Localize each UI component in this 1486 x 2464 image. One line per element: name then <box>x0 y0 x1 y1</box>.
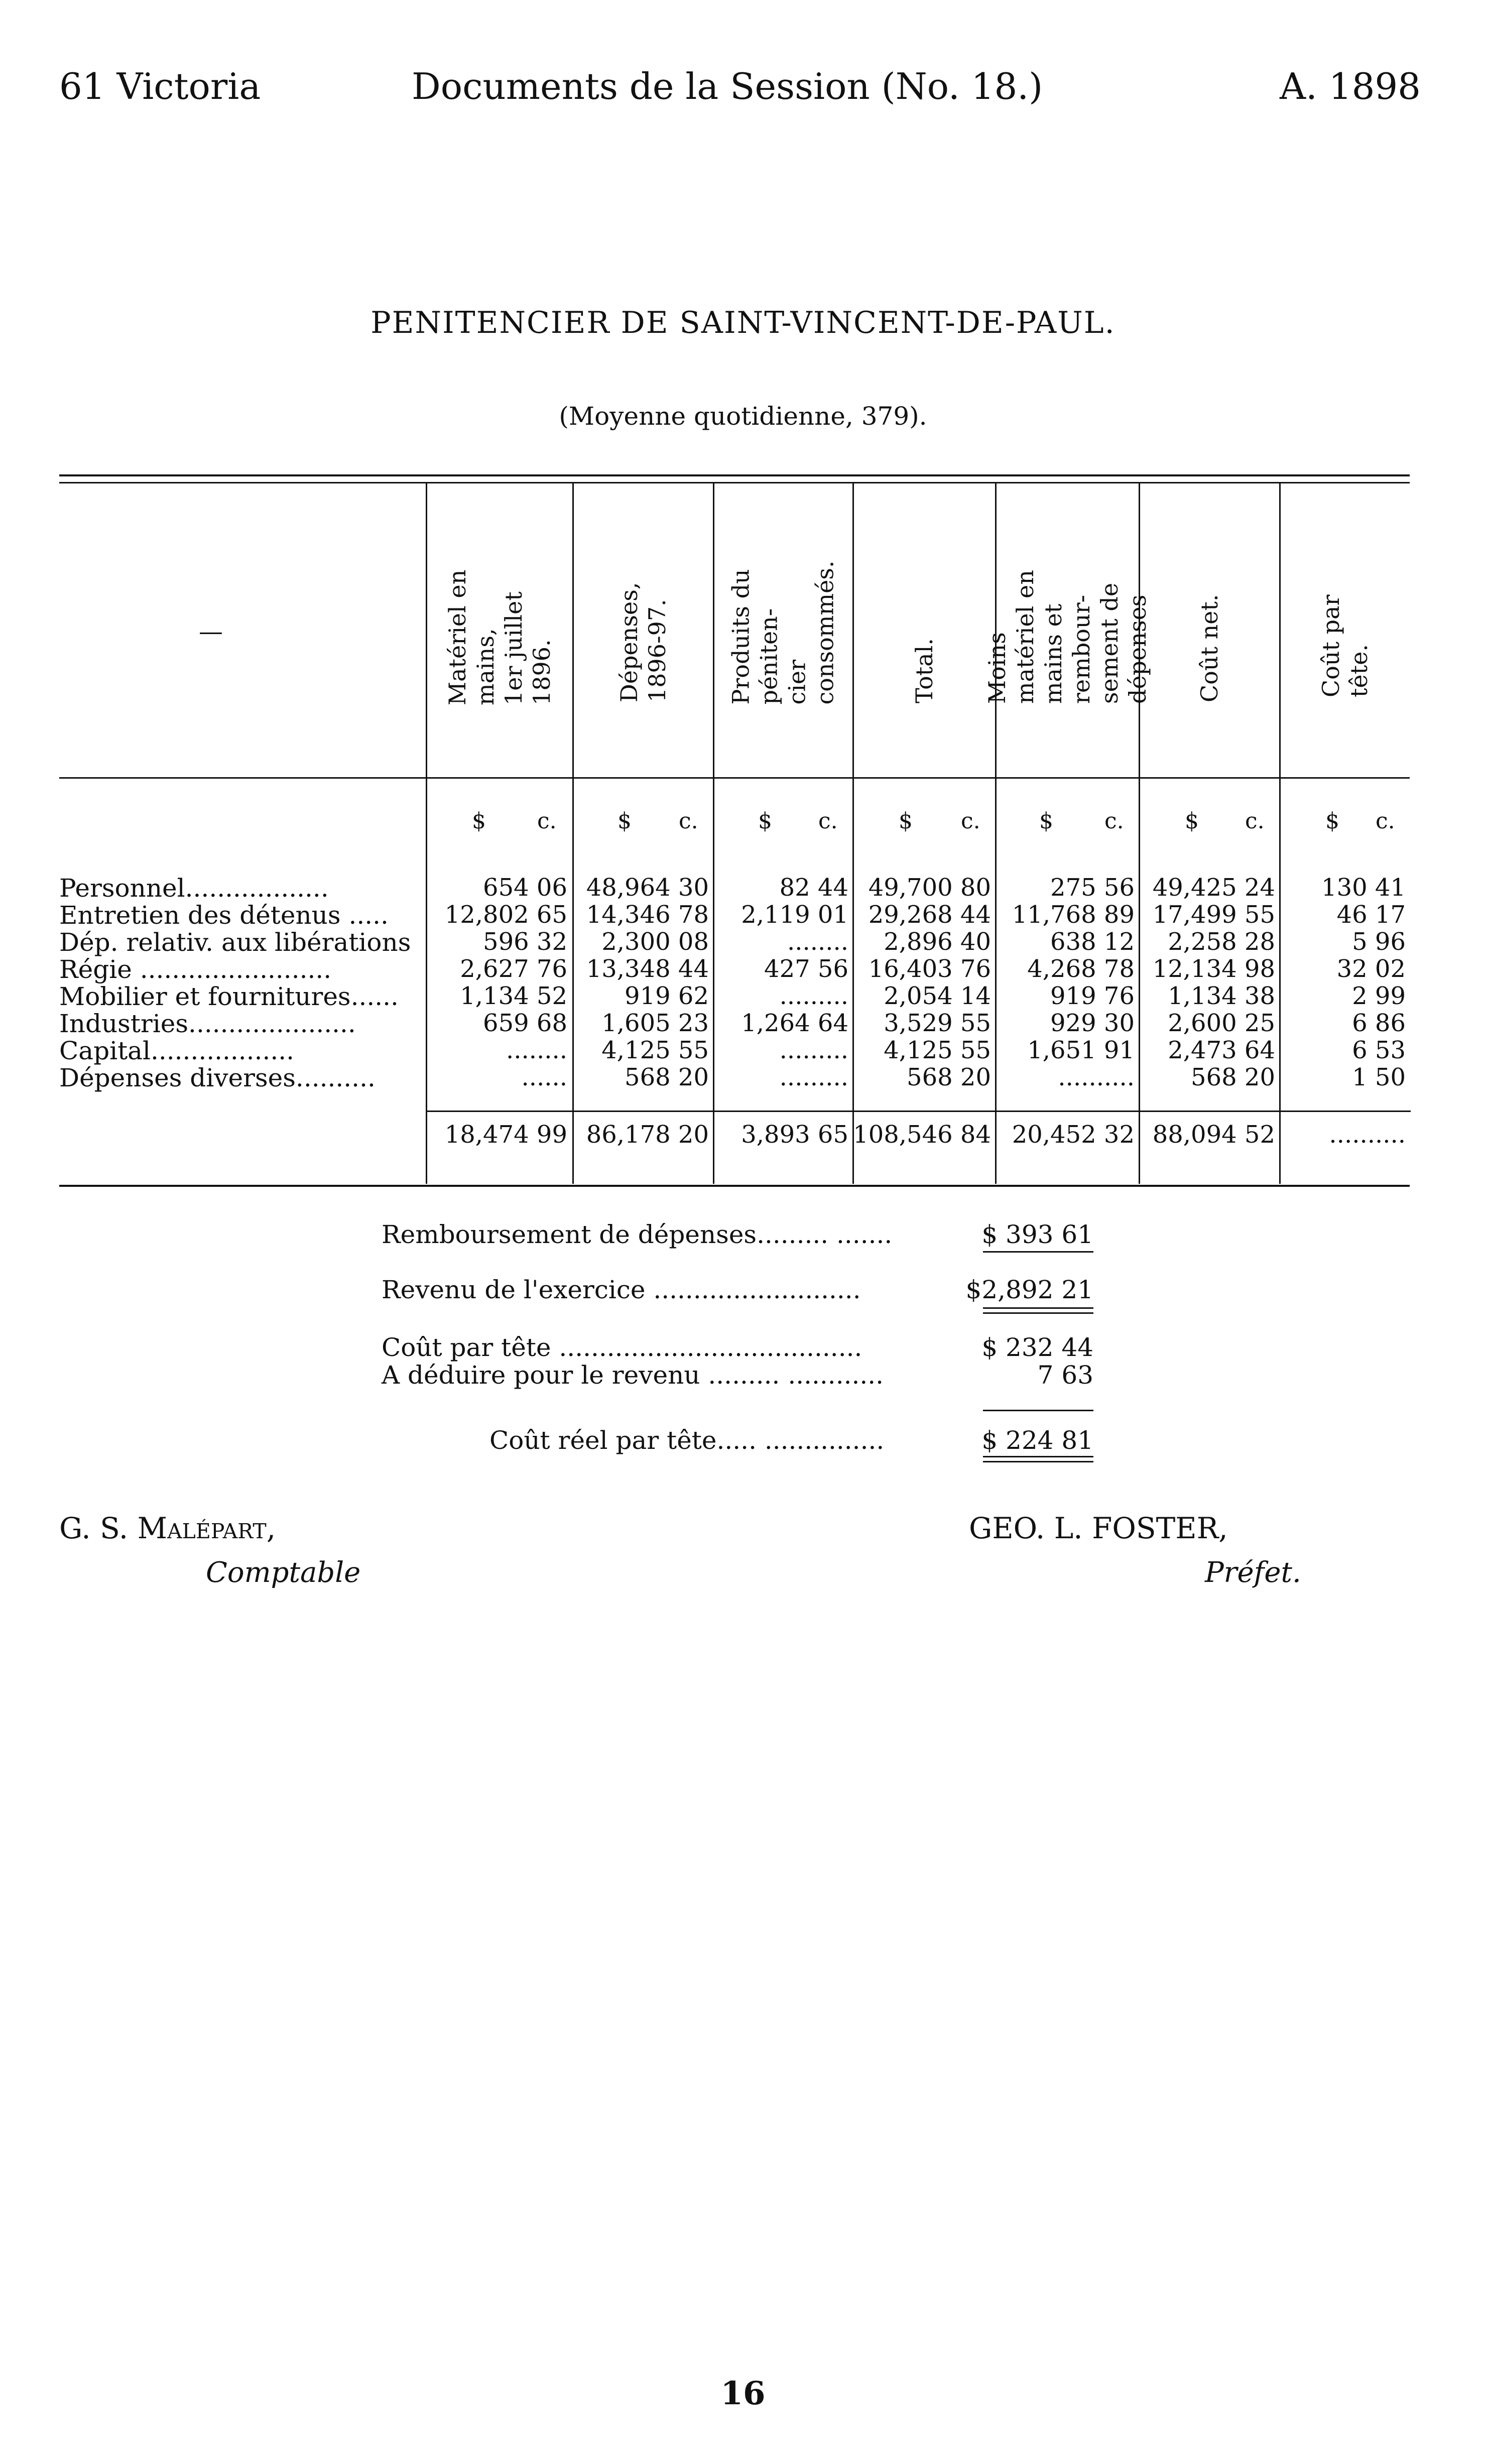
table-cell: 13,348 44 <box>586 955 709 983</box>
currency-dollar: $ <box>758 808 772 834</box>
table-cell: ......... <box>779 1063 848 1091</box>
table-total-cell: 18,474 99 <box>444 1121 567 1149</box>
summary-value: $ 232 44 <box>981 1333 1093 1362</box>
summary-label: Coût par tête ...................................... <box>382 1333 862 1362</box>
table-cell: 2,054 14 <box>884 982 991 1010</box>
table-cell: 2,473 64 <box>1168 1036 1275 1064</box>
table-cell: ........ <box>506 1036 567 1064</box>
table-cell: 82 44 <box>779 874 848 902</box>
summary-label: A déduire pour le revenu ......... ............ <box>382 1361 884 1390</box>
table-cell: 4,125 55 <box>884 1036 991 1064</box>
table-cell: 3,529 55 <box>884 1009 991 1037</box>
currency-dollar: $ <box>1325 808 1339 834</box>
column-header-moins: Moins matériel en mains et rembour- sement de dépenses <box>983 570 1151 704</box>
table-cell: 32 02 <box>1336 955 1406 983</box>
currency-cents: c. <box>1104 808 1124 834</box>
summary-value: $ 224 81 <box>981 1426 1093 1455</box>
table-total-cell: 86,178 20 <box>586 1121 709 1149</box>
currency-cents: c. <box>537 808 557 834</box>
table-cell: 2,627 76 <box>460 955 567 983</box>
currency-dollar: $ <box>899 808 913 834</box>
table-cell: 596 32 <box>483 928 567 956</box>
table-top-rule-2 <box>59 482 1410 483</box>
table-row-label: Industries..................... <box>59 1009 356 1038</box>
document-title: PENITENCIER DE SAINT-VINCENT-DE-PAUL. <box>370 305 1116 340</box>
currency-cents: c. <box>1376 808 1395 834</box>
currency-cents: c. <box>1245 808 1265 834</box>
table-cell: 17,499 55 <box>1152 901 1275 929</box>
table-cell: 427 56 <box>764 955 848 983</box>
signature-left-name: G. S. Malépart, <box>59 1511 276 1545</box>
table-cell: 2,896 40 <box>884 928 991 956</box>
table-row-label: Dépenses diverses.......... <box>59 1063 376 1092</box>
table-total-cell: 3,893 65 <box>741 1121 848 1149</box>
table-cell: 659 68 <box>483 1009 567 1037</box>
header-left: 61 Victoria <box>59 65 261 107</box>
table-cell: 919 62 <box>625 982 709 1010</box>
table-cell: 1,651 91 <box>1027 1036 1135 1064</box>
table-cell: 2,300 08 <box>601 928 709 956</box>
currency-dollar: $ <box>617 808 632 834</box>
table-cell: 29,268 44 <box>868 901 991 929</box>
table-cell: 2 99 <box>1352 982 1406 1010</box>
table-total-cell: 108,546 84 <box>853 1121 991 1149</box>
table-cell: 2,600 25 <box>1168 1009 1275 1037</box>
table-cell: 49,425 24 <box>1152 874 1275 902</box>
table-cell: 5 96 <box>1352 928 1406 956</box>
table-cell: 1 50 <box>1352 1063 1406 1091</box>
summary-value: $2,892 21 <box>965 1275 1093 1304</box>
header-center: Documents de la Session (No. 18.) <box>412 65 1043 107</box>
summary-rule <box>983 1456 1093 1457</box>
table-cell: 16,403 76 <box>868 955 991 983</box>
table-cell: 654 06 <box>483 874 567 902</box>
header-bottom-rule <box>59 777 1410 779</box>
column-header-depenses: Dépenses, 1896-97. <box>615 582 671 702</box>
column-header-produits: Produits du péniten- cier consommés. <box>727 560 839 705</box>
table-cell: 130 41 <box>1321 874 1406 902</box>
summary-rule <box>983 1312 1093 1314</box>
table-cell: 568 20 <box>625 1063 709 1091</box>
header-right: A. 1898 <box>1279 65 1421 107</box>
table-cell: .......... <box>1058 1063 1135 1091</box>
table-total-cell: 20,452 32 <box>1012 1121 1135 1149</box>
table-bottom-rule <box>59 1185 1410 1187</box>
summary-rule <box>983 1251 1093 1253</box>
table-total-cell: .......... <box>1329 1121 1406 1149</box>
document-subtitle: (Moyenne quotidienne, 379). <box>559 402 927 431</box>
table-row-label: Mobilier et fournitures...... <box>59 982 399 1011</box>
table-cell: 638 12 <box>1050 928 1135 956</box>
table-cell: ......... <box>779 1036 848 1064</box>
table-cell: ........ <box>787 928 848 956</box>
signature-right-name: GEO. L. FOSTER, <box>969 1511 1228 1545</box>
table-cell: 12,802 65 <box>444 901 567 929</box>
table-cell: 4,268 78 <box>1027 955 1135 983</box>
signature-left-role: Comptable <box>206 1556 361 1589</box>
table-top-rule <box>59 474 1410 476</box>
table-cell: 48,964 30 <box>586 874 709 902</box>
summary-label: Revenu de l'exercice .......................... <box>382 1275 861 1304</box>
signature-right-role: Préfet. <box>1205 1556 1301 1589</box>
table-cell: 929 30 <box>1050 1009 1135 1037</box>
table-cell: 2,119 01 <box>741 901 848 929</box>
table-total-cell: 88,094 52 <box>1152 1121 1275 1149</box>
table-cell: 1,134 52 <box>460 982 567 1010</box>
table-cell: 1,605 23 <box>601 1009 709 1037</box>
currency-cents: c. <box>818 808 838 834</box>
table-cell: 11,768 89 <box>1012 901 1135 929</box>
table-cell: ...... <box>521 1063 567 1091</box>
page-number: 16 <box>720 2375 766 2412</box>
currency-dollar: $ <box>1185 808 1199 834</box>
table-cell: 275 56 <box>1050 874 1135 902</box>
currency-cents: c. <box>961 808 980 834</box>
currency-cents: c. <box>679 808 698 834</box>
table-row-label: Capital.................. <box>59 1036 295 1065</box>
table-row-label: Personnel.................. <box>59 874 329 903</box>
summary-value: 7 63 <box>1037 1361 1093 1390</box>
table-cell: 46 17 <box>1336 901 1406 929</box>
summary-rule <box>983 1410 1093 1411</box>
table-cell: 1,264 64 <box>741 1009 848 1037</box>
totals-rule <box>427 1111 1411 1112</box>
table-cell: 49,700 80 <box>868 874 991 902</box>
column-header-materiel: Matériel en mains, 1er juillet 1896. <box>444 569 555 705</box>
summary-rule <box>983 1307 1093 1309</box>
column-header-cout-par-tete: Coût par tête. <box>1317 594 1373 697</box>
table-row-label: Régie ........................ <box>59 955 332 984</box>
table-cell: ......... <box>779 982 848 1010</box>
table-cell: 1,134 38 <box>1168 982 1275 1010</box>
table-cell: 6 86 <box>1352 1009 1406 1037</box>
table-row-label: Entretien des détenus ..... <box>59 901 389 930</box>
summary-rule <box>983 1461 1093 1462</box>
currency-dollar: $ <box>1039 808 1053 834</box>
table-cell: 14,346 78 <box>586 901 709 929</box>
table-cell: 6 53 <box>1352 1036 1406 1064</box>
table-cell: 2,258 28 <box>1168 928 1275 956</box>
table-cell: 568 20 <box>1191 1063 1275 1091</box>
table-row-label: Dép. relativ. aux libérations <box>59 928 411 957</box>
table-cell: 4,125 55 <box>601 1036 709 1064</box>
currency-dollar: $ <box>472 808 486 834</box>
table-cell: 568 20 <box>907 1063 991 1091</box>
column-header-cout-net: Coût net. <box>1196 594 1223 702</box>
summary-label: Coût réel par tête..... ............... <box>489 1426 885 1455</box>
table-cell: 12,134 98 <box>1152 955 1275 983</box>
summary-label: Remboursement de dépenses......... ....... <box>382 1220 893 1249</box>
column-header-total: Total. <box>911 638 938 703</box>
table-cell: 919 76 <box>1050 982 1135 1010</box>
stub-header: — <box>199 618 223 646</box>
summary-value: $ 393 61 <box>981 1220 1093 1249</box>
